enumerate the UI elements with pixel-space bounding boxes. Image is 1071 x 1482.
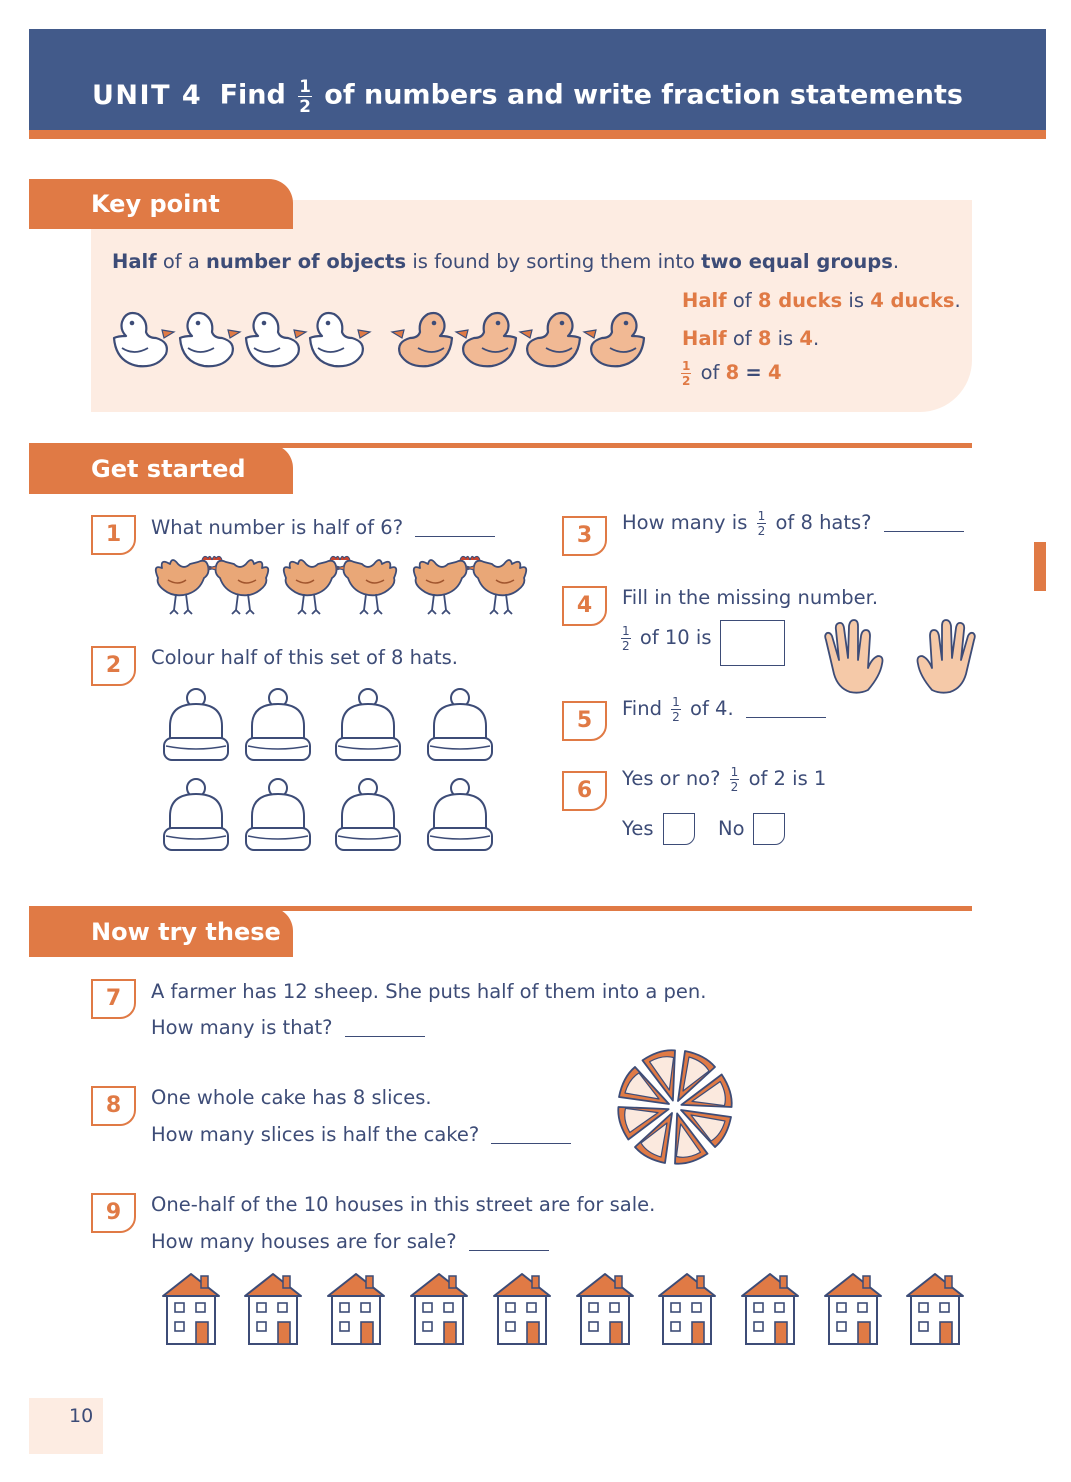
yes-label: Yes [622,817,654,840]
question-number-3: 3 [562,516,607,556]
no-checkbox[interactable] [753,813,785,845]
hens-illustration [150,552,540,618]
question-9-line-1: One-half of the 10 houses in this street are for sale. [151,1193,656,1216]
yes-checkbox[interactable] [663,813,695,845]
side-tab-marker [1034,542,1046,591]
key-point-result-1: Half of 8 ducks is 4 ducks. [682,289,961,312]
question-6-text: Yes or no? $\frac{1}{2}$ of 2 is 1 [622,765,827,795]
question-1-text: What number is half of 6? [151,516,495,539]
key-point-result-2: Half of 8 is 4. [682,327,820,350]
question-7-line-2: How many is that? [151,1016,425,1039]
question-number-7: 7 [91,979,136,1019]
ducks-illustration [108,304,668,374]
question-number-8: 8 [91,1086,136,1126]
question-2-text: Colour half of this set of 8 hats. [151,646,458,669]
question-number-1: 1 [91,515,136,555]
question-number-2: 2 [91,646,136,686]
hands-illustration [822,620,984,692]
answer-line-1[interactable] [415,536,495,537]
question-8-line-1: One whole cake has 8 slices. [151,1086,432,1109]
now-try-tab: Now try these [29,907,293,957]
answer-line-8[interactable] [491,1143,571,1144]
key-point-statement: Half of a number of objects is found by sorting them into two equal groups. [112,250,900,273]
question-number-9: 9 [91,1193,136,1233]
key-point-result-3: $\frac{1}{2}$ of 8 = 4 [682,359,782,389]
missing-number-box[interactable] [720,620,785,666]
answer-line-5[interactable] [746,717,826,718]
answer-line-3[interactable] [884,531,964,532]
question-number-4: 4 [562,586,607,626]
houses-illustration [163,1274,968,1349]
fraction-half: $\frac{1}{2}$ [682,359,691,389]
hats-illustration[interactable] [160,688,500,858]
no-label: No [718,817,745,840]
page-number: 10 [69,1405,94,1427]
get-started-tab: Get started [29,444,293,494]
answer-line-9[interactable] [469,1250,549,1251]
title-fraction: $\frac{1}{2}$ [299,76,311,116]
question-number-6: 6 [562,771,607,811]
question-5-text: Find $\frac{1}{2}$ of 4. [622,696,826,723]
unit-label: UNIT 4 [92,79,203,111]
question-4-text: Fill in the missing number. [622,586,879,609]
question-number-5: 5 [562,701,607,741]
answer-line-7[interactable] [345,1036,425,1037]
cake-illustration [612,1044,738,1174]
page-title: UNIT 4 Find $\frac{1}{2}$ of numbers and write fraction statements [92,76,963,116]
question-9-line-2: How many houses are for sale? [151,1230,549,1253]
question-7-line-1: A farmer has 12 sheep. She puts half of them into a pen. [151,980,707,1003]
header-stripe [29,130,1046,139]
question-3-text: How many is $\frac{1}{2}$ of 8 hats? [622,510,964,537]
question-4-statement: $\frac{1}{2}$ of 10 is [622,624,712,654]
question-8-line-2: How many slices is half the cake? [151,1123,571,1146]
key-point-tab: Key point [29,179,293,229]
